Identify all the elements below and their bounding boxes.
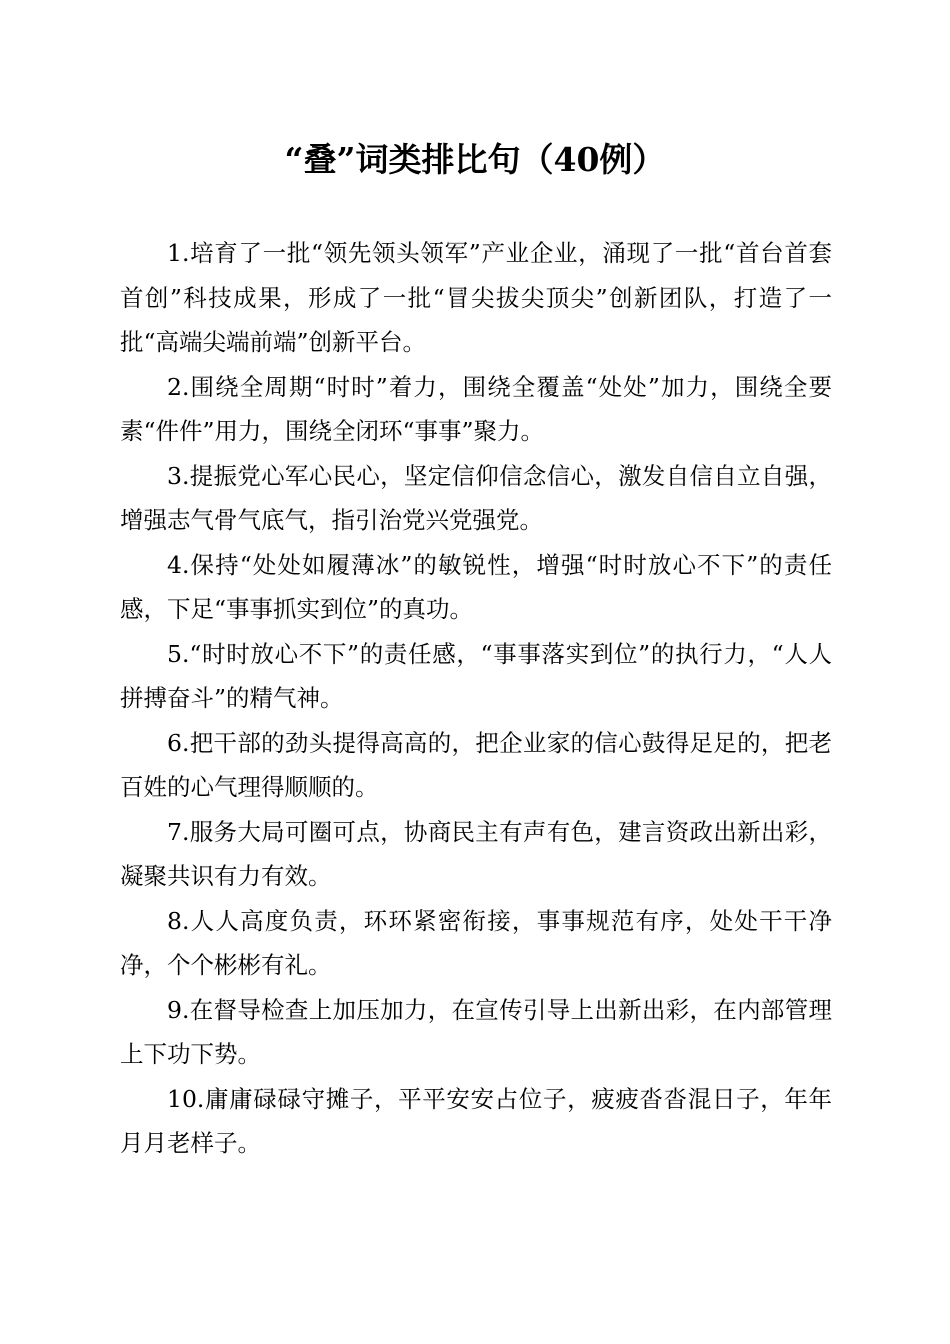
document-title: “叠”词类排比句（40例） bbox=[284, 140, 666, 179]
paragraph-9: 9.在督导检查上加压加力，在宣传引导上出新出彩，在内部管理上下功下势。 bbox=[120, 995, 832, 1068]
paragraph-5: 5.“时时放心不下”的责任感，“事事落实到位”的执行力，“人人拼搏奋斗”的精气神。 bbox=[120, 639, 832, 712]
paragraph-3: 3.提振党心军心民心，坚定信仰信念信心，激发自信自立自强，增强志气骨气底气，指引治党兴党强党。 bbox=[120, 461, 832, 534]
paragraph-1: 1.培育了一批“领先领头领军”产业企业，涌现了一批“首台首套首创”科技成果，形成了一批“冒尖拔尖顶尖”创新团队，打造了一批“高端尖端前端”创新平台。 bbox=[120, 239, 832, 356]
document-body bbox=[120, 231, 832, 1166]
paragraph-4: 4.保持“处处如履薄冰”的敏锐性，增强“时时放心不下”的责任感，下足“事事抓实到位”的真功。 bbox=[120, 550, 832, 623]
paragraph-8: 8.人人高度负责，环环紧密衔接，事事规范有序，处处干干净净，个个彬彬有礼。 bbox=[120, 906, 832, 979]
paragraph-2: 2.围绕全周期“时时”着力，围绕全覆盖“处处”加力，围绕全要素“件件”用力，围绕全闭环“事事”聚力。 bbox=[120, 372, 832, 445]
paragraph-7: 7.服务大局可圈可点，协商民主有声有色，建言资政出新出彩，凝聚共识有力有效。 bbox=[120, 817, 832, 890]
paragraph-10: 10.庸庸碌碌守摊子，平平安安占位子，疲疲沓沓混日子，年年月月老样子。 bbox=[120, 1084, 832, 1157]
paragraph-6: 6.把干部的劲头提得高高的，把企业家的信心鼓得足足的，把老百姓的心气理得顺顺的。 bbox=[120, 728, 832, 801]
